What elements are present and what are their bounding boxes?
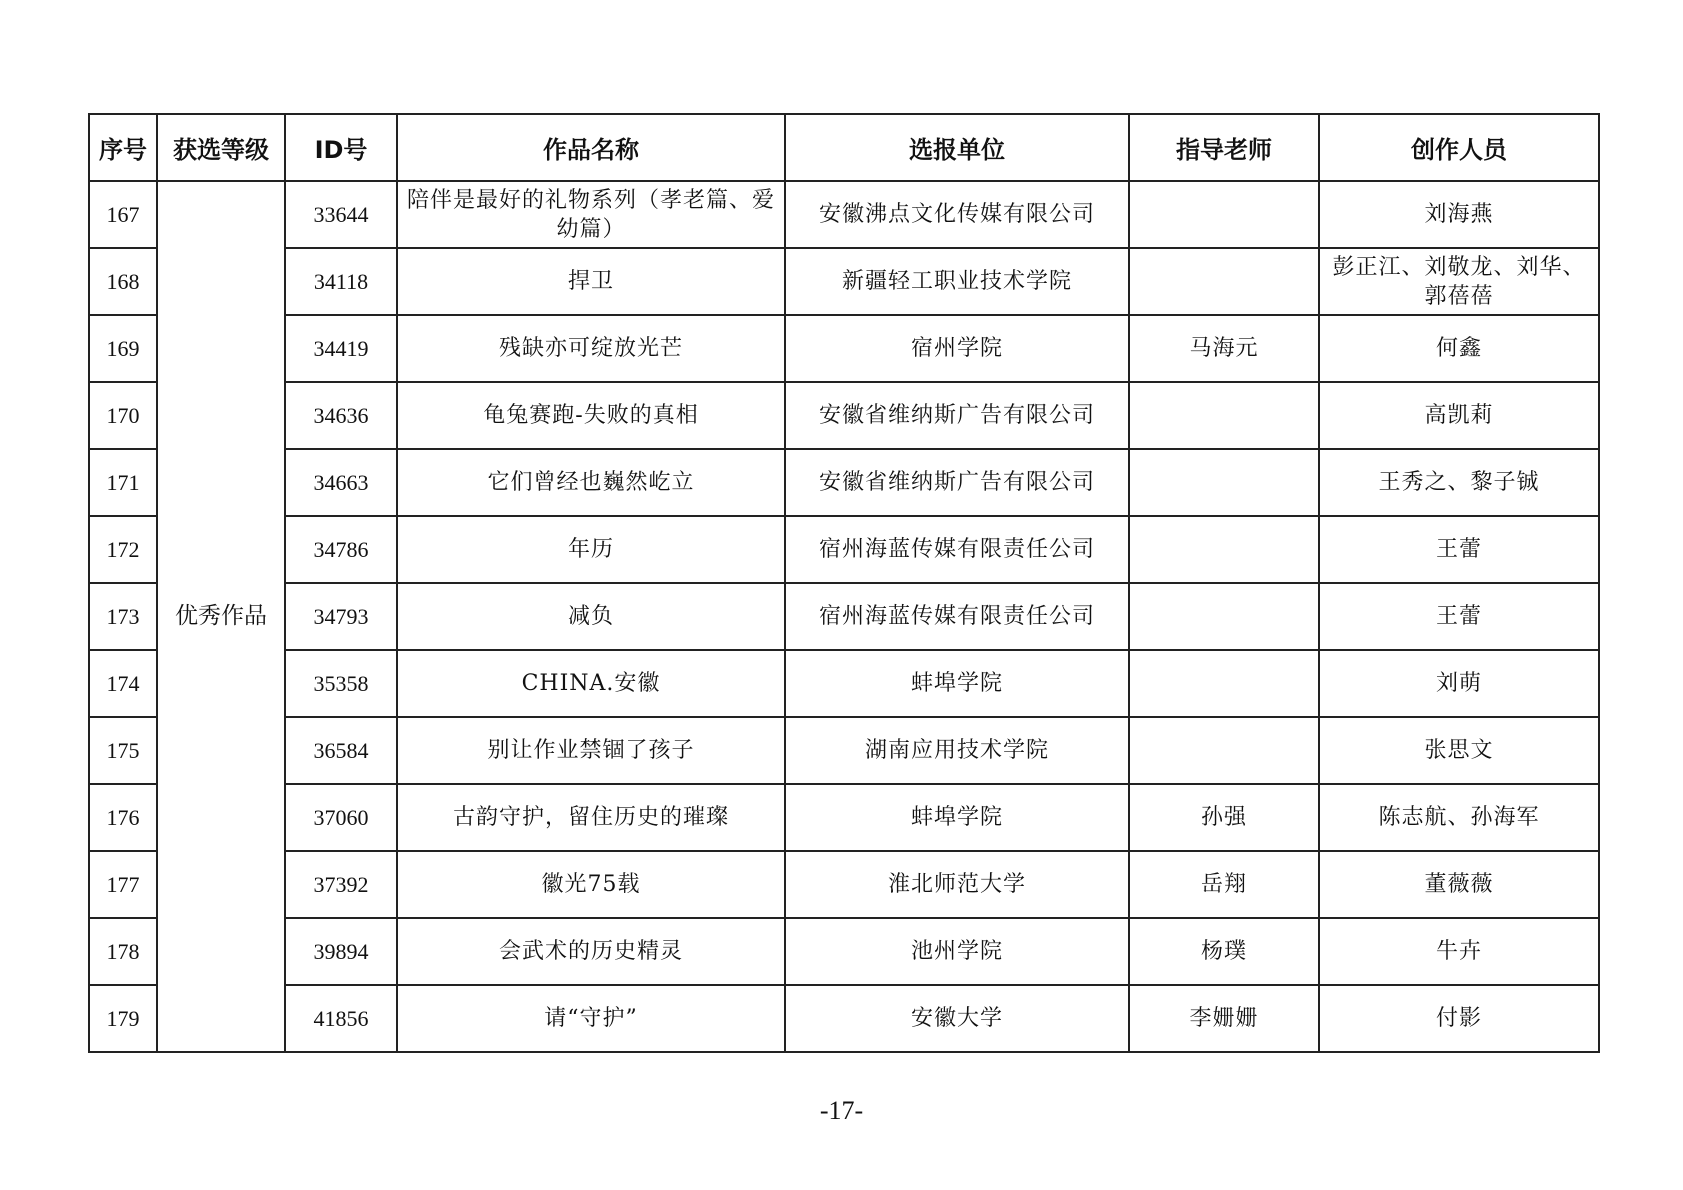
cell-seq: 168 [89,248,157,315]
table-row [89,851,1599,918]
table-row [89,985,1599,1052]
cell-title: 年历 [397,516,785,583]
cell-advisor: 岳翔 [1129,851,1319,918]
cell-advisor [1129,650,1319,717]
cell-unit: 宿州学院 [785,315,1129,382]
table-row [89,248,1599,315]
cell-unit: 新疆轻工职业技术学院 [785,248,1129,315]
cell-advisor [1129,516,1319,583]
cell-title: 请“守护” [397,985,785,1052]
cell-advisor [1129,248,1319,315]
table-row [89,784,1599,851]
cell-creators: 付影 [1319,985,1599,1052]
cell-creators: 刘萌 [1319,650,1599,717]
cell-grade: 优秀作品 [157,181,285,1052]
cell-unit: 安徽省维纳斯广告有限公司 [785,449,1129,516]
cell-unit: 安徽沸点文化传媒有限公司 [785,181,1129,248]
cell-advisor: 李姗姗 [1129,985,1319,1052]
cell-title: CHINA.安徽 [397,650,785,717]
cell-unit: 湖南应用技术学院 [785,717,1129,784]
cell-id: 37392 [285,851,397,918]
cell-title: 会武术的历史精灵 [397,918,785,985]
cell-title: 别让作业禁锢了孩子 [397,717,785,784]
cell-creators: 牛卉 [1319,918,1599,985]
cell-unit: 蚌埠学院 [785,784,1129,851]
cell-title: 徽光75载 [397,851,785,918]
table-row [89,583,1599,650]
cell-creators: 王蕾 [1319,583,1599,650]
cell-seq: 170 [89,382,157,449]
cell-advisor: 孙强 [1129,784,1319,851]
header-id: ID号 [285,114,397,181]
cell-id: 34419 [285,315,397,382]
header-title: 作品名称 [397,114,785,181]
cell-creators: 王秀之、黎子铖 [1319,449,1599,516]
cell-creators: 彭正江、刘敬龙、刘华、郭蓓蓓 [1319,248,1599,315]
cell-title: 减负 [397,583,785,650]
cell-advisor [1129,382,1319,449]
table-row [89,449,1599,516]
cell-creators: 董薇薇 [1319,851,1599,918]
cell-id: 39894 [285,918,397,985]
cell-advisor [1129,717,1319,784]
cell-advisor [1129,583,1319,650]
cell-id: 33644 [285,181,397,248]
cell-id: 41856 [285,985,397,1052]
cell-advisor [1129,449,1319,516]
cell-seq: 175 [89,717,157,784]
award-table [88,113,1600,1053]
cell-title: 残缺亦可绽放光芒 [397,315,785,382]
table-row [89,315,1599,382]
cell-id: 34118 [285,248,397,315]
cell-seq: 174 [89,650,157,717]
cell-creators: 张思文 [1319,717,1599,784]
cell-id: 34793 [285,583,397,650]
cell-seq: 176 [89,784,157,851]
cell-title: 古韵守护，留住历史的璀璨 [397,784,785,851]
cell-seq: 173 [89,583,157,650]
cell-id: 37060 [285,784,397,851]
cell-id: 35358 [285,650,397,717]
header-unit: 选报单位 [785,114,1129,181]
cell-title: 它们曾经也巍然屹立 [397,449,785,516]
cell-id: 34786 [285,516,397,583]
cell-creators: 陈志航、孙海军 [1319,784,1599,851]
cell-seq: 172 [89,516,157,583]
table-row [89,717,1599,784]
table-row [89,516,1599,583]
cell-id: 34636 [285,382,397,449]
header-grade: 获选等级 [157,114,285,181]
cell-unit: 安徽大学 [785,985,1129,1052]
cell-creators: 刘海燕 [1319,181,1599,248]
header-creators: 创作人员 [1319,114,1599,181]
cell-seq: 177 [89,851,157,918]
cell-unit: 宿州海蓝传媒有限责任公司 [785,516,1129,583]
table-row [89,382,1599,449]
cell-unit: 宿州海蓝传媒有限责任公司 [785,583,1129,650]
cell-title: 龟兔赛跑-失败的真相 [397,382,785,449]
cell-unit: 蚌埠学院 [785,650,1129,717]
cell-seq: 171 [89,449,157,516]
cell-unit: 安徽省维纳斯广告有限公司 [785,382,1129,449]
cell-id: 36584 [285,717,397,784]
cell-advisor: 马海元 [1129,315,1319,382]
cell-title: 陪伴是最好的礼物系列（孝老篇、爱幼篇） [397,181,785,248]
header-row [89,114,1599,181]
cell-seq: 169 [89,315,157,382]
header-seq: 序号 [89,114,157,181]
header-advisor: 指导老师 [1129,114,1319,181]
cell-unit: 池州学院 [785,918,1129,985]
cell-creators: 高凯莉 [1319,382,1599,449]
table-row [89,918,1599,985]
cell-id: 34663 [285,449,397,516]
cell-advisor [1129,181,1319,248]
table-row [89,650,1599,717]
page-number: -17- [819,1096,864,1125]
cell-seq: 179 [89,985,157,1052]
cell-advisor: 杨璞 [1129,918,1319,985]
cell-unit: 淮北师范大学 [785,851,1129,918]
cell-title: 捍卫 [397,248,785,315]
table-row [89,181,1599,248]
cell-creators: 王蕾 [1319,516,1599,583]
cell-creators: 何鑫 [1319,315,1599,382]
cell-seq: 178 [89,918,157,985]
cell-seq: 167 [89,181,157,248]
